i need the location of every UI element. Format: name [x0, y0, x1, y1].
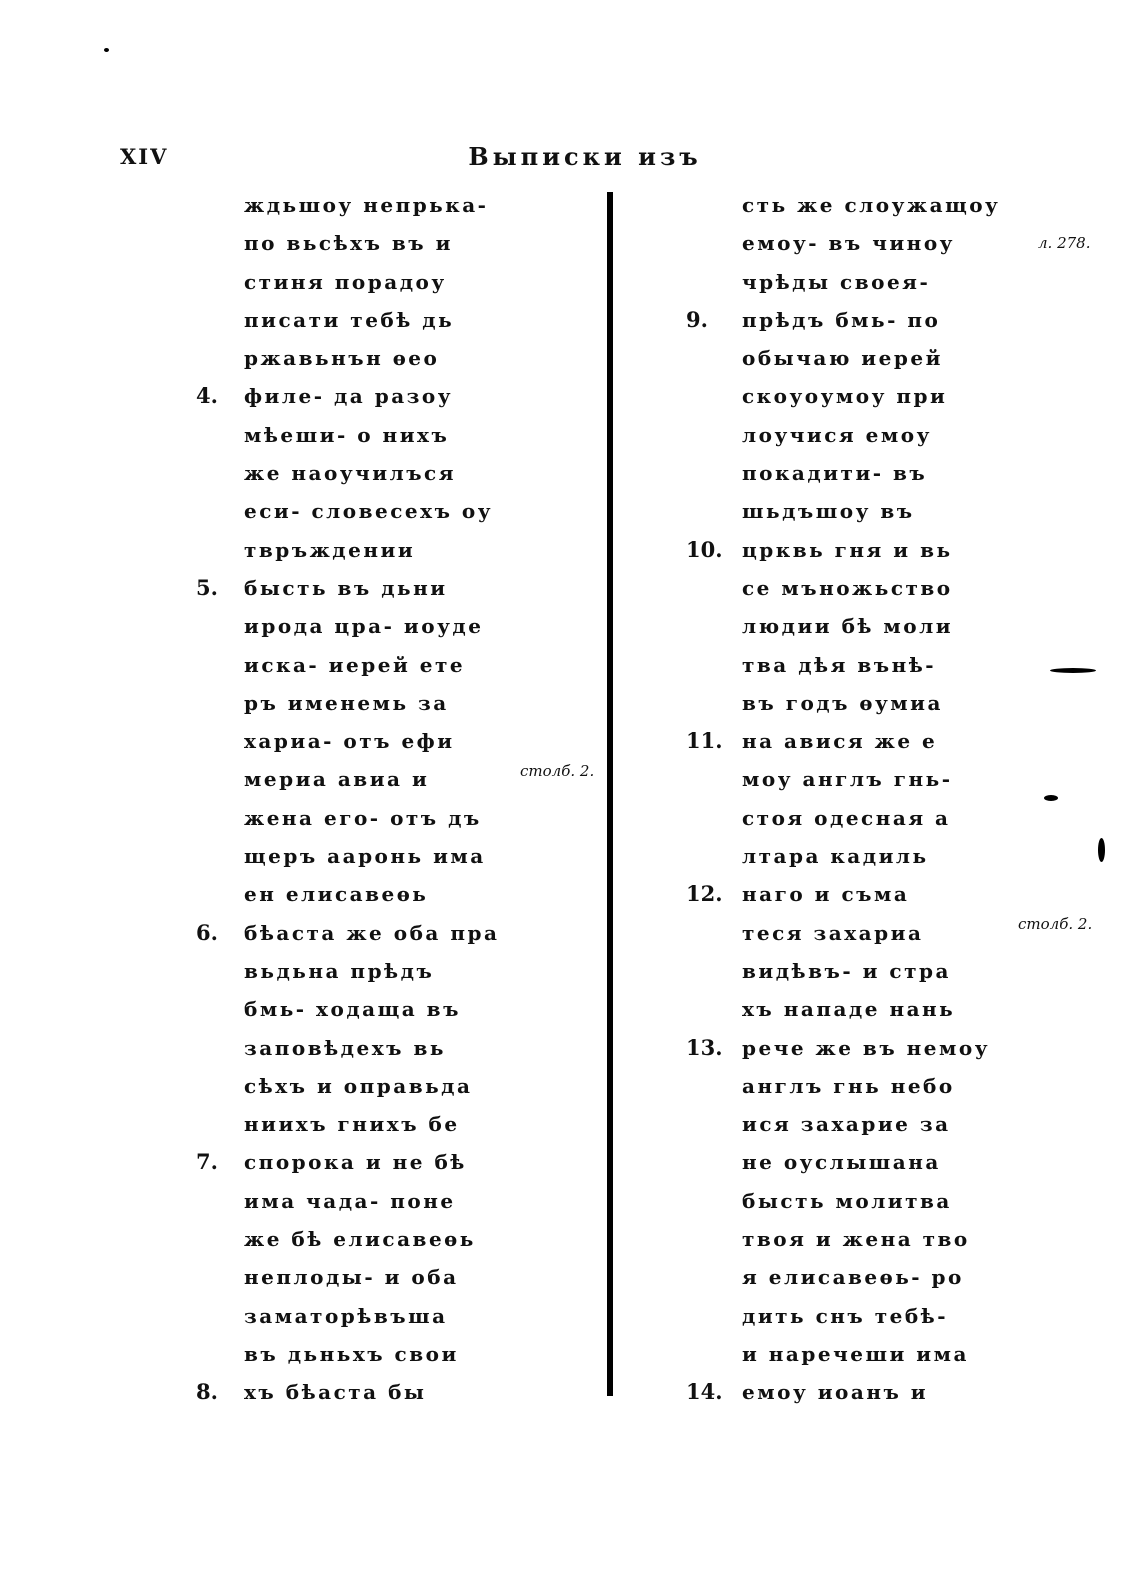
text-line [196, 531, 499, 569]
line-text: шьдъшоу въ [742, 499, 915, 524]
line-text: дить снъ тебѣ- [742, 1303, 949, 1328]
text-line [196, 377, 499, 415]
text-line [686, 990, 1000, 1028]
text-line [196, 1258, 499, 1296]
text-line [686, 1143, 1000, 1181]
left-column-reference-note: столб. 2. [520, 762, 595, 780]
line-text: лтара кадиль [742, 844, 929, 869]
text-line [686, 454, 1000, 492]
text-line [196, 301, 499, 339]
column-divider [607, 192, 613, 1396]
line-text: и наречеши има [742, 1341, 969, 1366]
line-text: спорока и не бѣ [244, 1150, 467, 1175]
ink-blot [1098, 838, 1105, 862]
text-line [196, 416, 499, 454]
line-text: жена его- отъ дъ [244, 805, 482, 830]
text-line [196, 952, 499, 990]
line-text: наго и съма [742, 882, 910, 907]
line-text: ниихъ гнихъ бе [244, 1112, 460, 1137]
line-text: емоу иоанъ и [742, 1380, 929, 1405]
text-line [686, 301, 1000, 339]
running-head: Выписки изъ [468, 142, 702, 171]
text-line [686, 339, 1000, 377]
text-line [196, 1143, 499, 1181]
text-line [196, 492, 499, 530]
line-text: иска- иерей ете [244, 652, 466, 677]
line-text: моу англъ гнь- [742, 767, 953, 792]
line-text: рече же въ немоу [742, 1035, 990, 1060]
line-text: хариа- отъ ефи [244, 729, 455, 754]
line-text: стиня порадоу [244, 269, 447, 294]
text-line [686, 1220, 1000, 1258]
line-text: не оуслышана [742, 1150, 941, 1175]
text-line [196, 990, 499, 1028]
text-line [196, 875, 499, 913]
text-line [686, 1105, 1000, 1143]
text-line [686, 492, 1000, 530]
text-line [686, 684, 1000, 722]
text-line [686, 1258, 1000, 1296]
verse-number: 8. [196, 1379, 218, 1405]
line-text: заповѣдехъ вь [244, 1035, 446, 1060]
text-line [196, 760, 499, 798]
text-line [196, 1335, 499, 1373]
text-line [686, 1067, 1000, 1105]
line-text: сть же слоужащоу [742, 193, 1001, 217]
ink-blot [1044, 795, 1058, 801]
verse-number: 14. [686, 1379, 723, 1405]
line-text: видѣвъ- и стра [742, 958, 951, 983]
text-line [196, 224, 499, 262]
line-text: се мъножьство [742, 575, 953, 600]
text-line [686, 569, 1000, 607]
line-text: ен елисавеѳь [244, 882, 429, 907]
text-line [686, 914, 1000, 952]
line-text: бысть молитва [742, 1188, 952, 1213]
line-text: на авися же е [742, 729, 938, 754]
verse-number: 6. [196, 919, 218, 945]
line-text: има чада- поне [244, 1188, 456, 1213]
text-line [196, 1067, 499, 1105]
line-text: ися захарие за [742, 1112, 951, 1137]
text-line [196, 914, 499, 952]
verse-number: 11. [686, 728, 723, 754]
line-text: стоя одесная а [742, 805, 951, 830]
verse-number: 5. [196, 574, 218, 600]
verse-number: 4. [196, 383, 218, 409]
right-column-reference-note: столб. 2. [1018, 915, 1093, 933]
verse-number: 13. [686, 1034, 723, 1060]
line-text: хъ нападе нань [742, 997, 956, 1022]
line-text: же наоучилъся [244, 461, 456, 486]
text-line [686, 952, 1000, 990]
line-text: црквь гня и вь [742, 537, 953, 562]
line-text: въ годъ ѳумиа [742, 690, 943, 715]
text-line [196, 186, 499, 224]
line-text: вьдьна прѣдъ [244, 958, 435, 983]
line-text: мериа авиа и [244, 767, 430, 792]
line-text: щеръ ааронь има [244, 844, 486, 869]
text-line [196, 1182, 499, 1220]
text-line [686, 1335, 1000, 1373]
text-line [686, 531, 1000, 569]
ink-blot [104, 48, 109, 52]
text-line [686, 799, 1000, 837]
text-line [686, 224, 1000, 262]
line-text: по вьсѣхъ въ и [244, 231, 453, 256]
text-line [686, 607, 1000, 645]
text-line [686, 1182, 1000, 1220]
line-text: скоуоумоу при [742, 384, 948, 409]
text-line [686, 837, 1000, 875]
text-line [686, 186, 1000, 224]
text-line [686, 1297, 1000, 1335]
verse-number: 10. [686, 536, 723, 562]
text-line [196, 722, 499, 760]
line-text: ждьшоу непрька- [244, 193, 489, 217]
text-line [196, 1029, 499, 1067]
line-text: заматорѣвъша [244, 1303, 448, 1328]
line-text: сѣхъ и оправьда [244, 1073, 473, 1098]
line-text: обычаю иерей [742, 346, 943, 371]
text-line [196, 607, 499, 645]
line-text: я елисавеѳь- ро [742, 1265, 964, 1290]
left-text-column [196, 186, 499, 1412]
line-text: ржавьнън ѳео [244, 346, 440, 371]
text-line [196, 799, 499, 837]
line-text: покадити- въ [742, 461, 928, 486]
text-line [686, 760, 1000, 798]
line-text: бѣаста же оба пра [244, 920, 500, 945]
line-text: теся захариа [742, 920, 924, 945]
line-text: бмь- ходаща въ [244, 997, 461, 1022]
text-line [196, 1297, 499, 1335]
text-line [686, 1029, 1000, 1067]
line-text: англъ гнь небо [742, 1073, 955, 1098]
verse-number: 12. [686, 881, 723, 907]
line-text: филе- да разоу [244, 384, 454, 409]
text-line [686, 263, 1000, 301]
leaf-reference-note: л. 278. [1038, 234, 1091, 252]
line-text: мѣеши- о нихъ [244, 422, 450, 447]
line-text: прѣдъ бмь- по [742, 307, 941, 332]
text-line [196, 339, 499, 377]
line-text: хъ бѣаста бы [244, 1380, 427, 1405]
right-text-column [686, 186, 1000, 1412]
text-line [196, 1373, 499, 1411]
text-line [686, 722, 1000, 760]
line-text: бысть въ дьни [244, 575, 448, 600]
line-text: емоу- въ чиноу [742, 231, 955, 256]
text-line [196, 837, 499, 875]
text-line [196, 454, 499, 492]
text-line [196, 646, 499, 684]
page-number: XIV [120, 144, 169, 169]
line-text: лоучися емоу [742, 422, 932, 447]
line-text: еси- словесехъ оу [244, 499, 494, 524]
verse-number: 7. [196, 1149, 218, 1175]
line-text: людии бѣ моли [742, 614, 954, 639]
line-text: же бѣ елисавеѳь [244, 1227, 476, 1252]
line-text: твръждении [244, 537, 416, 562]
text-line [686, 1373, 1000, 1411]
text-line [196, 569, 499, 607]
text-line [686, 416, 1000, 454]
text-line [686, 875, 1000, 913]
ink-blot [1050, 668, 1096, 673]
text-line [686, 377, 1000, 415]
text-line [196, 684, 499, 722]
line-text: тва дѣя вънѣ- [742, 652, 937, 677]
verse-number: 9. [686, 306, 708, 332]
text-line [196, 1105, 499, 1143]
text-line [686, 646, 1000, 684]
line-text: писати тебѣ дь [244, 307, 455, 332]
line-text: въ дьньхъ свои [244, 1341, 459, 1366]
line-text: ирода цра- иоуде [244, 614, 484, 639]
line-text: ръ именемь за [244, 690, 449, 715]
text-line [196, 263, 499, 301]
line-text: твоя и жена тво [742, 1227, 970, 1252]
line-text: чрѣды своея- [742, 269, 931, 294]
text-line [196, 1220, 499, 1258]
line-text: неплоды- и оба [244, 1265, 459, 1290]
